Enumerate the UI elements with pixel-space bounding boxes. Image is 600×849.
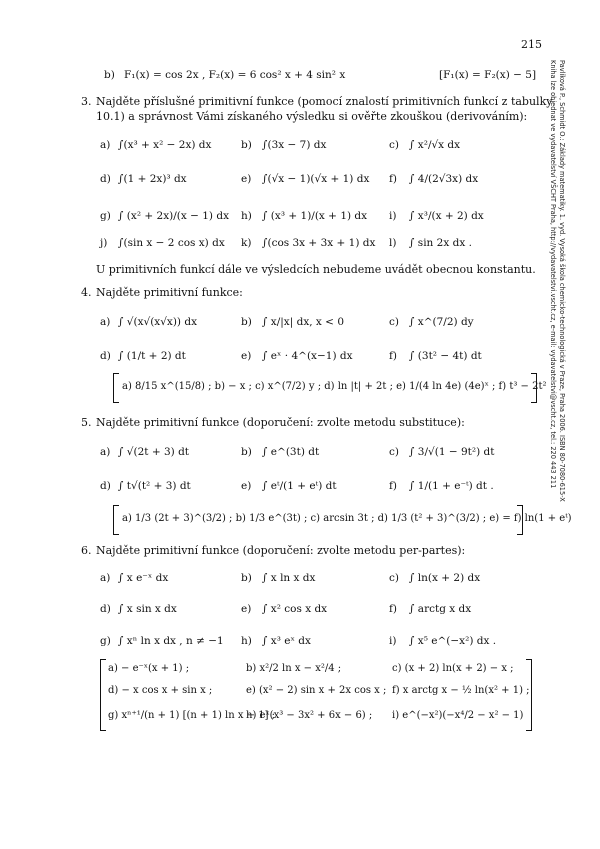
page-number: 215 (521, 38, 542, 51)
ex3-text-1: Najděte příslušné primitivní funkce (pomocí znalostí primitivních funkcí z tabulky (96, 95, 553, 108)
ex5-c-expr: ∫ 3/√(1 − 9t²) dt (409, 446, 495, 458)
ex5-e-expr: ∫ eᵗ/(1 + eᵗ) dt (262, 480, 337, 492)
ex4-answers-bracket-left (113, 373, 119, 403)
ex6-i-expr: ∫ x⁵ e^(−x²) dx . (409, 635, 497, 647)
ex6-ans-b: b) x²/2 ln x − x²/4 ; (246, 663, 342, 674)
ex3-e-label: e) (241, 173, 252, 185)
ex5-d-expr: ∫ t√(t² + 3) dt (118, 480, 191, 492)
ex6-ans-a: a) − e⁻ˣ(x + 1) ; (108, 663, 190, 674)
ex5-text: Najděte primitivní funkce (doporučení: zvolte metodu substituce): (96, 416, 465, 429)
ex3-g-expr: ∫ (x² + 2x)/(x − 1) dx (118, 210, 229, 222)
ex6-ans-f: f) x arctg x − ½ ln(x² + 1) ; (392, 685, 530, 696)
ex3-f-label: f) (389, 173, 397, 185)
ex4-c-expr: ∫ x^(7/2) dy (409, 316, 474, 328)
ex6-ans-c: c) (x + 2) ln(x + 2) − x ; (392, 663, 514, 674)
ex3-e-expr: ∫(√x − 1)(√x + 1) dx (262, 173, 370, 185)
ex6-h-expr: ∫ x³ eˣ dx (262, 635, 311, 647)
ex5-c-label: c) (389, 446, 399, 458)
ex6-i-label: i) (389, 635, 397, 647)
ex3-i-label: i) (389, 210, 397, 222)
ex3-j-expr: ∫(sin x − 2 cos x) dx (118, 237, 225, 249)
ex3-i-expr: ∫ x³/(x + 2) dx (409, 210, 484, 222)
ex3-k-expr: ∫(cos 3x + 3x + 1) dx (262, 237, 376, 249)
ex3-b-expr: ∫(3x − 7) dx (262, 139, 327, 151)
ex6-g-expr: ∫ xⁿ ln x dx , n ≠ −1 (118, 635, 224, 647)
ex6-ans-g: g) xⁿ⁺¹/(n + 1) [(n + 1) ln x − 1] ; (108, 710, 276, 721)
ex4-b-expr: ∫ x/|x| dx, x < 0 (262, 316, 344, 328)
ex5-a-expr: ∫ √(2t + 3) dt (118, 446, 190, 458)
ex5-number: 5. (81, 416, 92, 429)
ex6-text: Najděte primitivní funkce (doporučení: zvolte metodu per-partes): (96, 544, 466, 557)
ex3-number: 3. (81, 95, 92, 108)
ex6-ans-h: h) eˣ(x³ − 3x² + 6x − 6) ; (246, 710, 373, 721)
ex4-a-label: a) (100, 316, 111, 328)
ex4-answers-bracket-right (531, 373, 537, 403)
ex3-j-label: j) (100, 237, 108, 249)
ex6-d-expr: ∫ x sin x dx (118, 603, 177, 615)
ex3-k-label: k) (241, 237, 252, 249)
ex4-text: Najděte primitivní funkce: (96, 286, 243, 299)
ex3-l-expr: ∫ sin 2x dx . (409, 237, 472, 249)
ex3-note: U primitivních funkcí dále ve výsledcích nebudeme uvádět obecnou konstantu. (96, 263, 536, 276)
ex6-g-label: g) (100, 635, 111, 647)
ex4-f-expr: ∫ (3t² − 4t) dt (409, 350, 482, 362)
ex3-text-2: 10.1) a správnost Vámi získaného výsledku si ověřte zkouškou (derivováním): (96, 110, 528, 123)
ex6-ans-d: d) − x cos x + sin x ; (108, 685, 213, 696)
ex6-h-label: h) (241, 635, 252, 647)
ex4-a-expr: ∫ √(x√(x√x)) dx (118, 316, 198, 328)
side-citation (548, 60, 566, 620)
ex6-a-expr: ∫ x e⁻ˣ dx (118, 572, 169, 584)
ex6-number: 6. (81, 544, 92, 557)
ex4-c-label: c) (389, 316, 399, 328)
ex5-b-expr: ∫ e^(3t) dt (262, 446, 320, 458)
ex5-answers-bracket-right (517, 505, 523, 535)
ex3-a-label: a) (100, 139, 111, 151)
top-item-label: b) (104, 69, 115, 81)
ex3-c-expr: ∫ x²/√x dx (409, 139, 461, 151)
ex6-ans-e: e) (x² − 2) sin x + 2x cos x ; (246, 685, 387, 696)
ex3-l-label: l) (389, 237, 397, 249)
ex4-d-expr: ∫ (1/t + 2) dt (118, 350, 186, 362)
ex3-h-label: h) (241, 210, 252, 222)
ex3-h-expr: ∫ (x³ + 1)/(x + 1) dx (262, 210, 368, 222)
ex6-answers-bracket-right (526, 659, 532, 731)
ex3-d-expr: ∫(1 + 2x)³ dx (118, 173, 187, 185)
top-item-expr: F₁(x) = cos 2x , F₂(x) = 6 cos² x + 4 sin² x (124, 69, 346, 81)
ex6-b-label: b) (241, 572, 252, 584)
ex6-b-expr: ∫ x ln x dx (262, 572, 316, 584)
ex3-a-expr: ∫(x³ + x² − 2x) dx (118, 139, 212, 151)
ex5-a-label: a) (100, 446, 111, 458)
ex5-f-expr: ∫ 1/(1 + e⁻ᵗ) dt . (409, 480, 494, 492)
ex4-answers: a) 8/15 x^(15/8) ; b) − x ; c) x^(7/2) y ; d) ln |t| + 2t ; e) 1/(4 ln 4e) (4e)ˣ ; f) t³ − 2t² (122, 381, 547, 392)
ex6-c-expr: ∫ ln(x + 2) dx (409, 572, 481, 584)
ex4-b-label: b) (241, 316, 252, 328)
ex3-c-label: c) (389, 139, 399, 151)
ex6-f-expr: ∫ arctg x dx (409, 603, 472, 615)
ex6-e-expr: ∫ x² cos x dx (262, 603, 328, 615)
ex5-e-label: e) (241, 480, 252, 492)
side-citation-line-2: Kniha lze objednat ve vydavatelství VŠCHT Praha, http://vydavatelstvi.vscht.cz, e-mail: vydavatelstvi@vscht.cz, tel.: 220 443 211 (549, 60, 557, 489)
ex6-e-label: e) (241, 603, 252, 615)
ex6-ans-i: i) e^(−x²)(−x⁴/2 − x² − 1) (392, 710, 524, 721)
ex3-g-label: g) (100, 210, 111, 222)
ex6-f-label: f) (389, 603, 397, 615)
ex6-a-label: a) (100, 572, 111, 584)
top-item-answer: [F₁(x) = F₂(x) − 5] (439, 69, 537, 81)
ex6-d-label: d) (100, 603, 111, 615)
ex6-answers-bracket-left (100, 659, 106, 731)
ex3-b-label: b) (241, 139, 252, 151)
ex4-d-label: d) (100, 350, 111, 362)
ex6-c-label: c) (389, 572, 399, 584)
ex5-answers-bracket-left (113, 505, 119, 535)
ex4-f-label: f) (389, 350, 397, 362)
side-citation-line-1: Pavlíková P., Schmidt O.: Základy matematiky. 1. vyd. Vysoká škola chemicko-technologická v Praze, Praha 2006. ISBN 80-7080-615-X (558, 60, 566, 502)
ex3-f-expr: ∫ 4/(2√3x) dx (409, 173, 479, 185)
ex5-answers: a) 1/3 (2t + 3)^(3/2) ; b) 1/3 e^(3t) ; c) arcsin 3t ; d) 1/3 (t² + 3)^(3/2) ; e) = f) ln(1 + eᵗ) (122, 513, 572, 524)
ex5-d-label: d) (100, 480, 111, 492)
ex3-d-label: d) (100, 173, 111, 185)
ex4-e-label: e) (241, 350, 252, 362)
ex5-b-label: b) (241, 446, 252, 458)
ex4-e-expr: ∫ eˣ · 4^(x−1) dx (262, 350, 353, 362)
ex5-f-label: f) (389, 480, 397, 492)
ex4-number: 4. (81, 286, 92, 299)
